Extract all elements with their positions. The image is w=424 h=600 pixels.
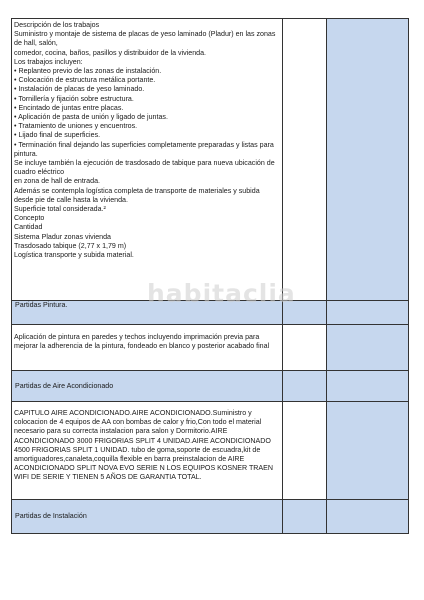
- price-cell: [326, 402, 408, 500]
- price-cell: [326, 500, 408, 534]
- quantity-cell: [282, 301, 326, 325]
- section-title-aire: Partidas de Aire Acondicionado: [15, 381, 114, 390]
- table-row: [12, 301, 409, 325]
- table-row: [12, 402, 409, 500]
- quantity-cell: [282, 500, 326, 534]
- section-title-cell: [12, 371, 283, 402]
- description-cell: [12, 402, 283, 500]
- quantity-cell: [282, 402, 326, 500]
- quantity-cell: [282, 371, 326, 402]
- budget-table: [11, 18, 409, 534]
- section-title-pintura: Partidas Pintura.: [15, 301, 68, 309]
- price-cell: [326, 371, 408, 402]
- price-cell: [326, 325, 408, 371]
- air-conditioning-description-text: CAPITULO AIRE ACONDICIONADO.AIRE ACONDICIONADO.Suministro y colocacion de 4 equipos de AA con bombas de calor y frio,Con todo el material necesario para su correcta instalacion para salon y Dormitorio.AIRE ACONDICIONADO 3000 FRIGORIAS SPLIT 4 UNIDAD.AIRE ACONDICIONADO 4500 FRIGORIAS SPLIT 1 UNIDAD. tubo de goma,soporte de escuadra,kit de amortiguadores,canaleta,coquilla flexible en barra preinstalacion de AIRE ACONDICIONADO SPLIT NOVA EVO SERIE N LOS EQUIPOS KOSNER TRAEN WIFI DE SERIE Y TIENEN 5 AÑOS DE GARANTIA TOTAL.: [14, 409, 273, 482]
- price-cell: [326, 19, 408, 301]
- section-title-instalacion: Partidas de Instalación: [15, 512, 87, 521]
- price-cell: [326, 301, 408, 325]
- description-cell: [12, 325, 283, 371]
- watermark-logo: habitaclia: [147, 279, 296, 308]
- painting-description-text: Aplicación de pintura en paredes y techos incluyendo imprimación previa para mejorar la adherencia de la pintura, fondeado en blanco y posterior acabado final: [14, 333, 270, 351]
- section-title-cell: [12, 500, 283, 534]
- table-row: [12, 500, 409, 534]
- table-row: [12, 371, 409, 402]
- section-title-cell: [12, 301, 283, 325]
- quantity-cell: [282, 19, 326, 301]
- table-row: [12, 325, 409, 371]
- table-row: [12, 19, 409, 301]
- work-description-text: Descripción de los trabajos Suministro y montaje de sistema de placas de yeso laminado (Pladur) en las zonas de hall, salón, comedor, cocina, baños, pasillos y distribuidor de la vivienda. Los trabajos incluyen: • Replanteo previo de las zonas de instalación. • Colocación de estructura metálica portante. • Instalación de placas de yeso laminado. • Tornillería y fijación sobre estructura. • Encintado de juntas entre placas. • Aplicación de pasta de unión y ligado de juntas. • Tratamiento de uniones y encuentros. • Lijado final de superficies. • Terminación final dejando las superficies completamente preparadas y listas para pintura. Se incluye también la ejecución de trasdosado de tabique para nueva ubicación de cuadro eléctrico en zona de hall de entrada. Además se contempla logística completa de transporte de materiales y subida desde pie de calle hasta la vivienda. Superficie total considerada.² Concepto Cantidad Sistema Pladur zonas vivienda Trasdosado tabique (2,77 x 1,79 m) Logística transporte y subida material.: [14, 21, 276, 260]
- description-cell: [12, 19, 283, 301]
- quantity-cell: [282, 325, 326, 371]
